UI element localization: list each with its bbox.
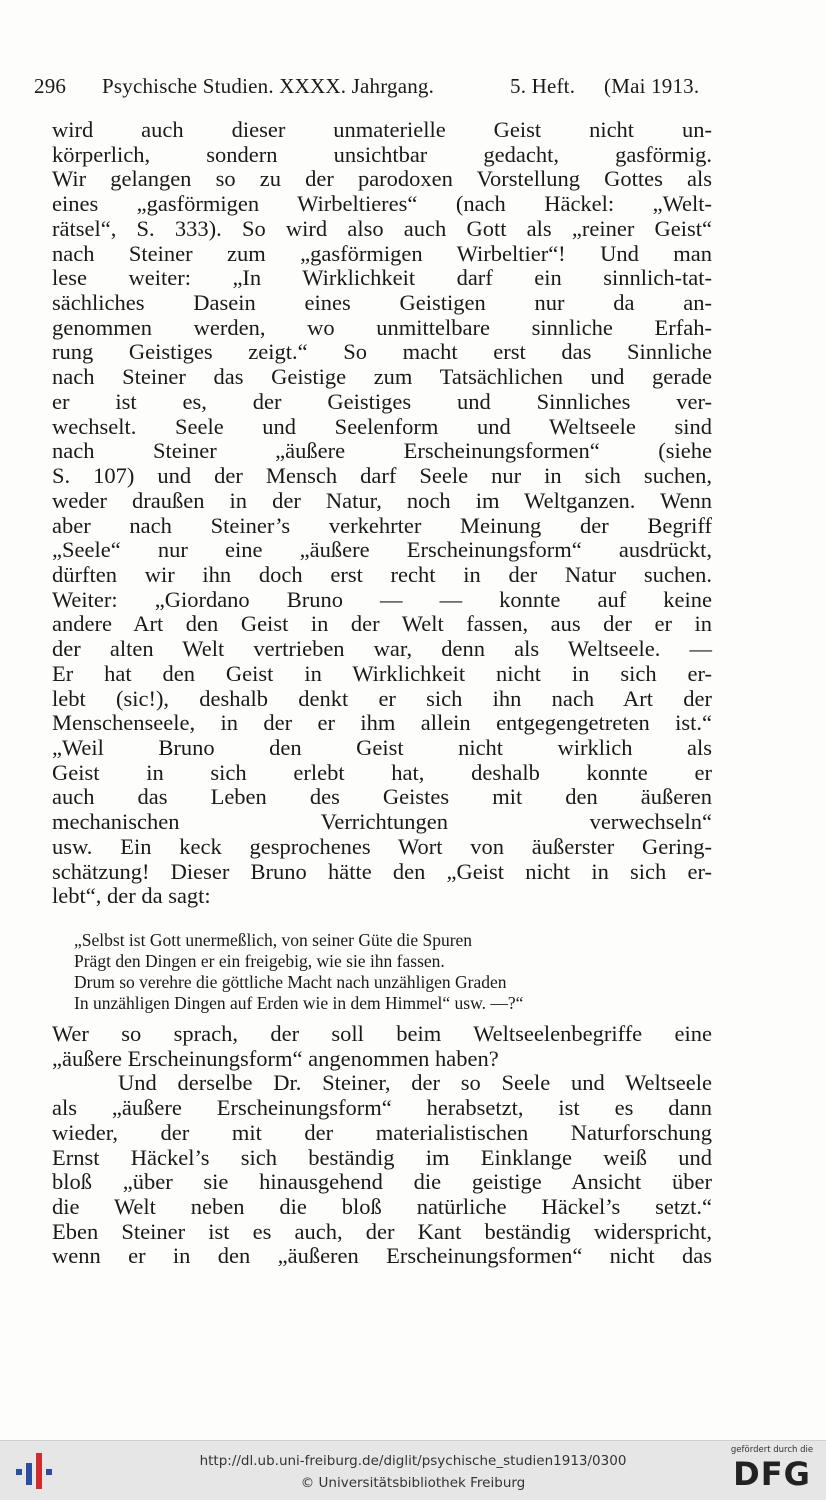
text-line: er ist es, der Geistiges und Sinnliches ver- (52, 388, 712, 414)
text-line: der alten Welt vertrieben war, denn als Weltseele. — (52, 636, 712, 662)
copyright-notice: © Universitätsbibliothek Freiburg (300, 1475, 526, 1491)
text-line: nach Steiner „äußere Erscheinungsformen“ (siehe (52, 438, 712, 464)
text-line: nach Steiner das Geistige zum Tatsächlichen und gerade (52, 364, 712, 390)
text-line: aber nach Steiner’s verkehrter Meinung der Begriff (52, 512, 712, 538)
text-line: bloß „über sie hinausgehend die geistige Ansicht über (52, 1169, 712, 1195)
text-line: rätsel“, S. 333). So wird also auch Gott als „reiner Geist“ (52, 215, 712, 241)
text-line: Eben Steiner ist es auch, der Kant beständig widerspricht, (52, 1218, 712, 1244)
text-line: wird auch dieser unmaterielle Geist nicht un- (52, 117, 712, 142)
text-line: Wer so sprach, der soll beim Weltseelenbegriffe eine (52, 1021, 712, 1046)
permalink-url[interactable]: http://dl.ub.uni-freiburg.de/diglit/psychische_studien1913/0300 (199, 1453, 627, 1469)
text-line: Geist in sich erlebt hat, deshalb konnte er (52, 759, 712, 785)
text-line: die Welt neben die bloß natürliche Häckel’s setzt.“ (52, 1194, 712, 1220)
verse-quote (74, 930, 674, 1014)
text-line: genommen werden, wo unmittelbare sinnliche Erfah- (52, 314, 712, 340)
dfg-wordmark: DFG (733, 1455, 811, 1493)
dfg-logo[interactable] (726, 1445, 818, 1497)
text-line: Und derselbe Dr. Steiner, der so Seele und Weltseele (118, 1070, 712, 1096)
quote-line: „Selbst ist Gott unermeßlich, von seiner Güte die Spuren (74, 930, 473, 950)
quote-line: Prägt den Dingen er ein freigebig, wie sie ihn fassen. (74, 951, 445, 971)
text-line: als „äußere Erscheinungsform“ herabsetzt, ist es dann (52, 1095, 712, 1121)
text-line: dürften wir ihn doch erst recht in der Natur suchen. (52, 561, 712, 587)
text-line: Wir gelangen so zu der parodoxen Vorstellung Gottes als (52, 166, 712, 192)
text-line: Er hat den Geist in Wirklichkeit nicht in sich er- (52, 660, 712, 686)
text-line: auch das Leben des Geistes mit den äußeren (52, 784, 712, 810)
text-line: wechselt. Seele und Seelenform und Weltseele sind (52, 413, 712, 439)
text-line: nach Steiner zum „gasförmigen Wirbeltier“! Und man (52, 240, 712, 266)
text-line: sächliches Dasein eines Geistigen nur da an- (52, 290, 712, 316)
text-line: körperlich, sondern unsichtbar gedacht, gasförmig. (52, 141, 712, 167)
text-line: Menschenseele, in der er ihm allein entgegengetreten ist.“ (52, 710, 712, 736)
quote-line: Drum so verehre die göttliche Macht nach unzähligen Graden (74, 972, 507, 992)
text-line: lebt“, der da sagt: (52, 883, 211, 909)
issue-date: (Mai 1913. (604, 74, 700, 98)
text-line: „Weil Bruno den Geist nicht wirklich als (52, 734, 712, 760)
journal-title: Psychische Studien. XXXX. Jahrgang. (102, 74, 435, 98)
viewer-footer (0, 1440, 826, 1500)
text-line: eines „gasförmigen Wirbeltieres“ (nach Häckel: „Welt- (52, 191, 712, 217)
running-header (34, 74, 714, 104)
paragraph-closing (52, 1022, 712, 1269)
text-line: Ernst Häckel’s sich beständig im Einklange weiß und (52, 1144, 712, 1170)
quote-line: In unzähligen Dingen auf Erden wie in dem Himmel“ usw. —?“ (74, 993, 524, 1013)
dfg-caption: gefördert durch die (730, 1445, 814, 1455)
page-number: 296 (34, 74, 67, 98)
text-line: andere Art den Geist in der Welt fassen, aus der er in (52, 611, 712, 637)
text-line: weder draußen in der Natur, noch im Weltganzen. Wenn (52, 487, 712, 513)
paragraph-main (52, 118, 712, 909)
text-line: schätzung! Dieser Bruno hätte den „Geist nicht in sich er- (52, 858, 712, 884)
issue-number: 5. Heft. (510, 74, 576, 98)
text-line: S. 107) und der Mensch darf Seele nur in sich suchen, (52, 463, 712, 489)
text-line: „äußere Erscheinungsform“ angenommen haben? (52, 1045, 499, 1071)
text-line: „Seele“ nur eine „äußere Erscheinungsform“ ausdrückt, (52, 537, 712, 563)
text-line: wieder, der mit der materialistischen Naturforschung (52, 1119, 712, 1145)
text-line: usw. Ein keck gesprochenes Wort von äußerster Gering- (52, 833, 712, 859)
text-line: Weiter: „Giordano Bruno — — konnte auf keine (52, 586, 712, 612)
text-line: lebt (sic!), deshalb denkt er sich ihn nach Art der (52, 685, 712, 711)
text-line: rung Geistiges zeigt.“ So macht erst das Sinnliche (52, 339, 712, 365)
text-line: lese weiter: „In Wirklichkeit darf ein sinnlich-tat- (52, 265, 712, 291)
text-line: mechanischen Verrichtungen verwechseln“ (52, 809, 712, 835)
text-line: wenn er in den „äußeren Erscheinungsformen“ nicht das (52, 1243, 712, 1269)
